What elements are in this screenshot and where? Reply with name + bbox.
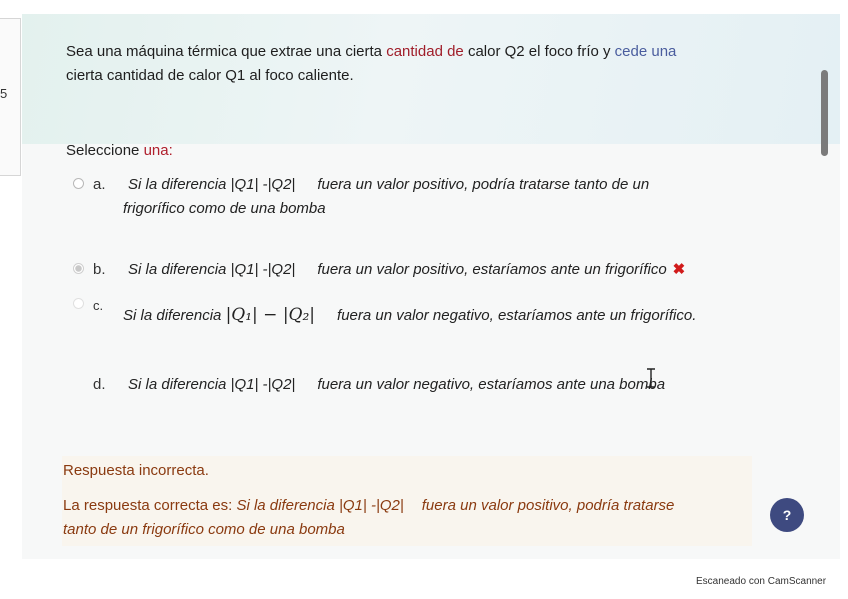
option-a-text: Si la diferencia |Q1| -|Q2| fuera un valor positivo, podría tratarse tanto de un frigorífico como de una bomba (123, 176, 650, 217)
scanner-watermark: Escaneado con CamScanner (696, 576, 827, 587)
radio-option-c[interactable] (73, 298, 84, 309)
option-letter: c. (93, 298, 104, 313)
option-d-text: Si la diferencia |Q1| -|Q2| fuera un valor negativo, estaríamos ante una bomba (128, 376, 666, 393)
select-prompt: Seleccione una: (66, 142, 173, 159)
correct-answer: La respuesta correcta es: Si la diferencia |Q1| -|Q2| fuera un valor positivo, podría tratarse tanto de un frigorífico como de una bomba (63, 497, 675, 538)
option-b-text: Si la diferencia |Q1| -|Q2| fuera un valor positivo, estaríamos ante un frigorífico ✖ (128, 261, 686, 278)
help-button[interactable]: ? (770, 498, 804, 532)
option-letter: d. (93, 376, 106, 393)
option-letter: b. (93, 261, 106, 278)
incorrect-icon: ✖ (672, 261, 686, 278)
option-letter: a. (93, 176, 106, 193)
text-cursor-icon (646, 368, 656, 388)
radio-option-a[interactable] (73, 178, 84, 189)
radio-option-b[interactable] (73, 263, 84, 274)
feedback-status: Respuesta incorrecta. (63, 462, 209, 479)
math-expression: |Q₁| − |Q₂| (225, 305, 316, 325)
scrollbar-thumb[interactable] (821, 70, 828, 156)
question-number: 5 (0, 86, 8, 101)
option-c-text: Si la diferencia |Q₁| − |Q₂| fuera un valor negativo, estaríamos ante un frigorífico. (123, 305, 697, 325)
question-text: Sea una máquina térmica que extrae una cierta cantidad de calor Q2 el foco frío y cede una cierta cantidad de calor Q1 al foco caliente. (66, 43, 677, 84)
